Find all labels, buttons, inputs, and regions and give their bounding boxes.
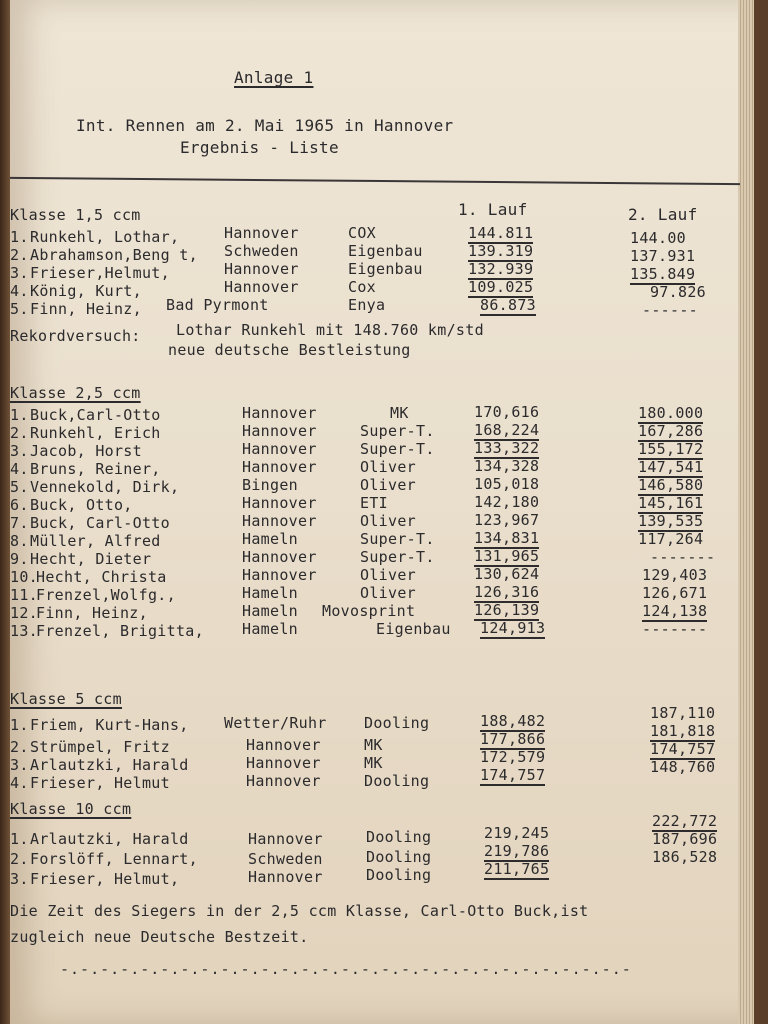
driver-name: Runkehl, Lothar,: [30, 228, 180, 246]
row-number: 2.: [10, 738, 29, 756]
engine: Dooling: [366, 866, 432, 884]
row-number: 12.: [10, 604, 38, 622]
driver-city: Hameln: [242, 602, 298, 620]
lauf2-value: 147,541: [638, 458, 704, 476]
engine: ETI: [360, 494, 388, 512]
driver-name: Hecht, Christa: [36, 568, 167, 586]
dash-separator: -.-.-.-.-.-.-.-.-.-.-.-.-.-.-.-.-.-.-.-.-.-.-.-.-.-.-.-.-: [60, 960, 632, 978]
driver-city: Bad Pyrmont: [166, 296, 269, 314]
row-number: 4.: [10, 774, 29, 792]
row-number: 2.: [10, 850, 29, 868]
row-number: 2.: [10, 246, 29, 264]
lauf1-value: 109.025: [468, 278, 534, 296]
lauf1-value: 168,224: [474, 421, 540, 439]
lauf1-value: 134,831: [474, 529, 540, 547]
driver-name: Arlautzki, Harald: [30, 830, 189, 848]
lauf1-value: 139.319: [468, 242, 534, 260]
anlage-heading: Anlage 1: [234, 68, 314, 87]
document-subtitle: Ergebnis - Liste: [180, 138, 339, 157]
row-number: 5.: [10, 300, 29, 318]
lauf1-value: 219,786: [484, 842, 550, 860]
lauf2-value: 180.000: [638, 404, 704, 422]
row-number: 8.: [10, 532, 29, 550]
lauf2-value: 167,286: [638, 422, 704, 440]
lauf2-value: 139,535: [638, 512, 704, 530]
driver-city: Hannover: [242, 566, 317, 584]
lauf2-value: 187,110: [650, 704, 716, 722]
driver-city: Hameln: [242, 530, 298, 548]
engine: Oliver: [360, 512, 416, 530]
lauf2-value: ------: [642, 301, 698, 319]
lauf1-value: 174,757: [480, 766, 546, 784]
driver-name: Frieser,Helmut,: [30, 264, 170, 282]
driver-city: Hannover: [224, 260, 299, 278]
lauf1-value: 124,913: [480, 619, 546, 637]
engine: Super-T.: [360, 440, 435, 458]
driver-name: Abrahamson,Beng t,: [30, 246, 198, 264]
engine: MK: [364, 736, 383, 754]
driver-city: Hannover: [242, 404, 317, 422]
lauf2-value: -------: [650, 548, 716, 566]
engine: Eigenbau: [348, 260, 423, 278]
engine: Eigenbau: [376, 620, 451, 638]
row-number: 10.: [10, 568, 38, 586]
driver-name: Strümpel, Fritz: [30, 738, 170, 756]
lauf2-value: 148,760: [650, 758, 716, 776]
row-number: 9.: [10, 550, 29, 568]
driver-name: Buck, Otto,: [30, 496, 133, 514]
engine: MK: [364, 754, 383, 772]
lauf2-value: 144.00: [630, 229, 686, 247]
driver-city: Bingen: [242, 476, 298, 494]
engine: Oliver: [360, 584, 416, 602]
driver-name: Frieser, Helmut,: [30, 870, 180, 888]
engine: Cox: [348, 278, 376, 296]
driver-name: Friem, Kurt-Hans,: [30, 716, 189, 734]
driver-name: Bruns, Reiner,: [30, 460, 161, 478]
engine: Oliver: [360, 476, 416, 494]
driver-city: Hannover: [224, 278, 299, 296]
driver-name: Buck,Carl-Otto: [30, 406, 161, 424]
lauf2-value: 97.826: [650, 283, 706, 301]
lauf2-value: 137.931: [630, 247, 696, 265]
lauf1-value: 133,322: [474, 439, 540, 457]
lauf1-value: 132.939: [468, 260, 534, 278]
engine: Dooling: [364, 714, 430, 732]
driver-name: Finn, Heinz,: [30, 300, 142, 318]
driver-name: Frieser, Helmut: [30, 774, 170, 792]
driver-name: Jacob, Horst: [30, 442, 142, 460]
driver-city: Hameln: [242, 620, 298, 638]
column-header-lauf2: 2. Lauf: [628, 205, 698, 224]
driver-city: Schweden: [224, 242, 299, 260]
row-number: 11.: [10, 586, 38, 604]
driver-name: Buck, Carl-Otto: [30, 514, 170, 532]
lauf1-value: 105,018: [474, 475, 540, 493]
record-attempt-label: Rekordversuch:: [10, 327, 141, 345]
driver-city: Hannover: [242, 422, 317, 440]
class-title-5: Klasse 5 ccm: [10, 690, 122, 708]
driver-name: Vennekold, Dirk,: [30, 478, 180, 496]
header-rule: [10, 177, 740, 185]
lauf2-value: -------: [642, 620, 708, 638]
lauf2-value: 126,671: [642, 584, 708, 602]
engine: Dooling: [364, 772, 430, 790]
class-title-2-5: Klasse 2,5 ccm: [10, 384, 141, 402]
lauf1-value: 144.811: [468, 224, 534, 242]
driver-name: Forslöff, Lennart,: [30, 850, 198, 868]
driver-city: Hannover: [248, 868, 323, 886]
engine: Dooling: [366, 848, 432, 866]
engine: Super-T.: [360, 548, 435, 566]
page-edge-right: [738, 0, 754, 1024]
lauf1-value: 188,482: [480, 712, 546, 730]
lauf1-value: 86.873: [480, 296, 536, 314]
lauf1-value: 130,624: [474, 565, 540, 583]
lauf1-value: 123,967: [474, 511, 540, 529]
lauf1-value: 126,139: [474, 601, 540, 619]
engine: Super-T.: [360, 530, 435, 548]
engine: MK: [390, 404, 409, 422]
engine: Eigenbau: [348, 242, 423, 260]
row-number: 1.: [10, 228, 29, 246]
row-number: 1.: [10, 830, 29, 848]
row-number: 13.: [10, 622, 38, 640]
driver-city: Hannover: [246, 754, 321, 772]
driver-name: Runkehl, Erich: [30, 424, 161, 442]
row-number: 5.: [10, 478, 29, 496]
record-attempt-line2: neue deutsche Bestleistung: [168, 341, 411, 359]
row-number: 3.: [10, 756, 29, 774]
row-number: 1.: [10, 716, 29, 734]
lauf2-value: 186,528: [652, 848, 718, 866]
driver-city: Wetter/Ruhr: [224, 714, 327, 732]
engine: Super-T.: [360, 422, 435, 440]
lauf1-value: 170,616: [474, 403, 540, 421]
lauf1-value: 131,965: [474, 547, 540, 565]
row-number: 3.: [10, 442, 29, 460]
driver-name: Arlautzki, Harald: [30, 756, 189, 774]
driver-city: Hannover: [242, 458, 317, 476]
driver-city: Hannover: [242, 494, 317, 512]
lauf1-value: 177,866: [480, 730, 546, 748]
engine: Movosprint: [322, 602, 416, 620]
record-attempt-line1: Lothar Runkehl mit 148.760 km/std: [176, 321, 484, 339]
lauf2-value: 117,264: [638, 530, 704, 548]
row-number: 4.: [10, 282, 29, 300]
engine: Oliver: [360, 566, 416, 584]
row-number: 1.: [10, 406, 29, 424]
row-number: 7.: [10, 514, 29, 532]
document-page: [10, 0, 754, 1024]
lauf1-value: 219,245: [484, 824, 550, 842]
engine: COX: [348, 224, 376, 242]
lauf2-value: 146,580: [638, 476, 704, 494]
column-header-lauf1: 1. Lauf: [458, 200, 528, 219]
row-number: 4.: [10, 460, 29, 478]
lauf1-value: 134,328: [474, 457, 540, 475]
driver-name: Frenzel,Wolfg.,: [36, 586, 176, 604]
document-title: Int. Rennen am 2. Mai 1965 in Hannover: [76, 116, 454, 135]
driver-name: Hecht, Dieter: [30, 550, 152, 568]
lauf2-value: 222,772: [652, 812, 718, 830]
engine: Dooling: [366, 828, 432, 846]
driver-name: Müller, Alfred: [30, 532, 161, 550]
driver-city: Schweden: [248, 850, 323, 868]
driver-city: Hannover: [242, 512, 317, 530]
lauf2-value: 174,757: [650, 740, 716, 758]
driver-name: Finn, Heinz,: [36, 604, 148, 622]
driver-city: Hannover: [224, 224, 299, 242]
row-number: 3.: [10, 264, 29, 282]
lauf2-value: 181,818: [650, 722, 716, 740]
driver-name: Frenzel, Brigitta,: [36, 622, 204, 640]
lauf1-value: 126,316: [474, 583, 540, 601]
lauf1-value: 172,579: [480, 748, 546, 766]
driver-city: Hannover: [246, 772, 321, 790]
driver-name: König, Kurt,: [30, 282, 142, 300]
driver-city: Hannover: [248, 830, 323, 848]
driver-city: Hannover: [242, 440, 317, 458]
driver-city: Hannover: [246, 736, 321, 754]
driver-city: Hameln: [242, 584, 298, 602]
lauf2-value: 187,696: [652, 830, 718, 848]
driver-city: Hannover: [242, 548, 317, 566]
lauf2-value: 145,161: [638, 494, 704, 512]
lauf2-value: 155,172: [638, 440, 704, 458]
lauf2-value: 124,138: [642, 602, 708, 620]
lauf1-value: 211,765: [484, 860, 550, 878]
row-number: 3.: [10, 870, 29, 888]
footer-note-line2: zugleich neue Deutsche Bestzeit.: [10, 928, 309, 946]
row-number: 2.: [10, 424, 29, 442]
lauf2-value: 135.849: [630, 265, 696, 283]
lauf2-value: 129,403: [642, 566, 708, 584]
class-title-1-5: Klasse 1,5 ccm: [10, 206, 141, 224]
footer-note-line1: Die Zeit des Siegers in der 2,5 ccm Klasse, Carl-Otto Buck,ist: [10, 902, 589, 920]
row-number: 6.: [10, 496, 29, 514]
engine: Enya: [348, 296, 386, 314]
engine: Oliver: [360, 458, 416, 476]
lauf1-value: 142,180: [474, 493, 540, 511]
class-title-10: Klasse 10 ccm: [10, 800, 132, 818]
